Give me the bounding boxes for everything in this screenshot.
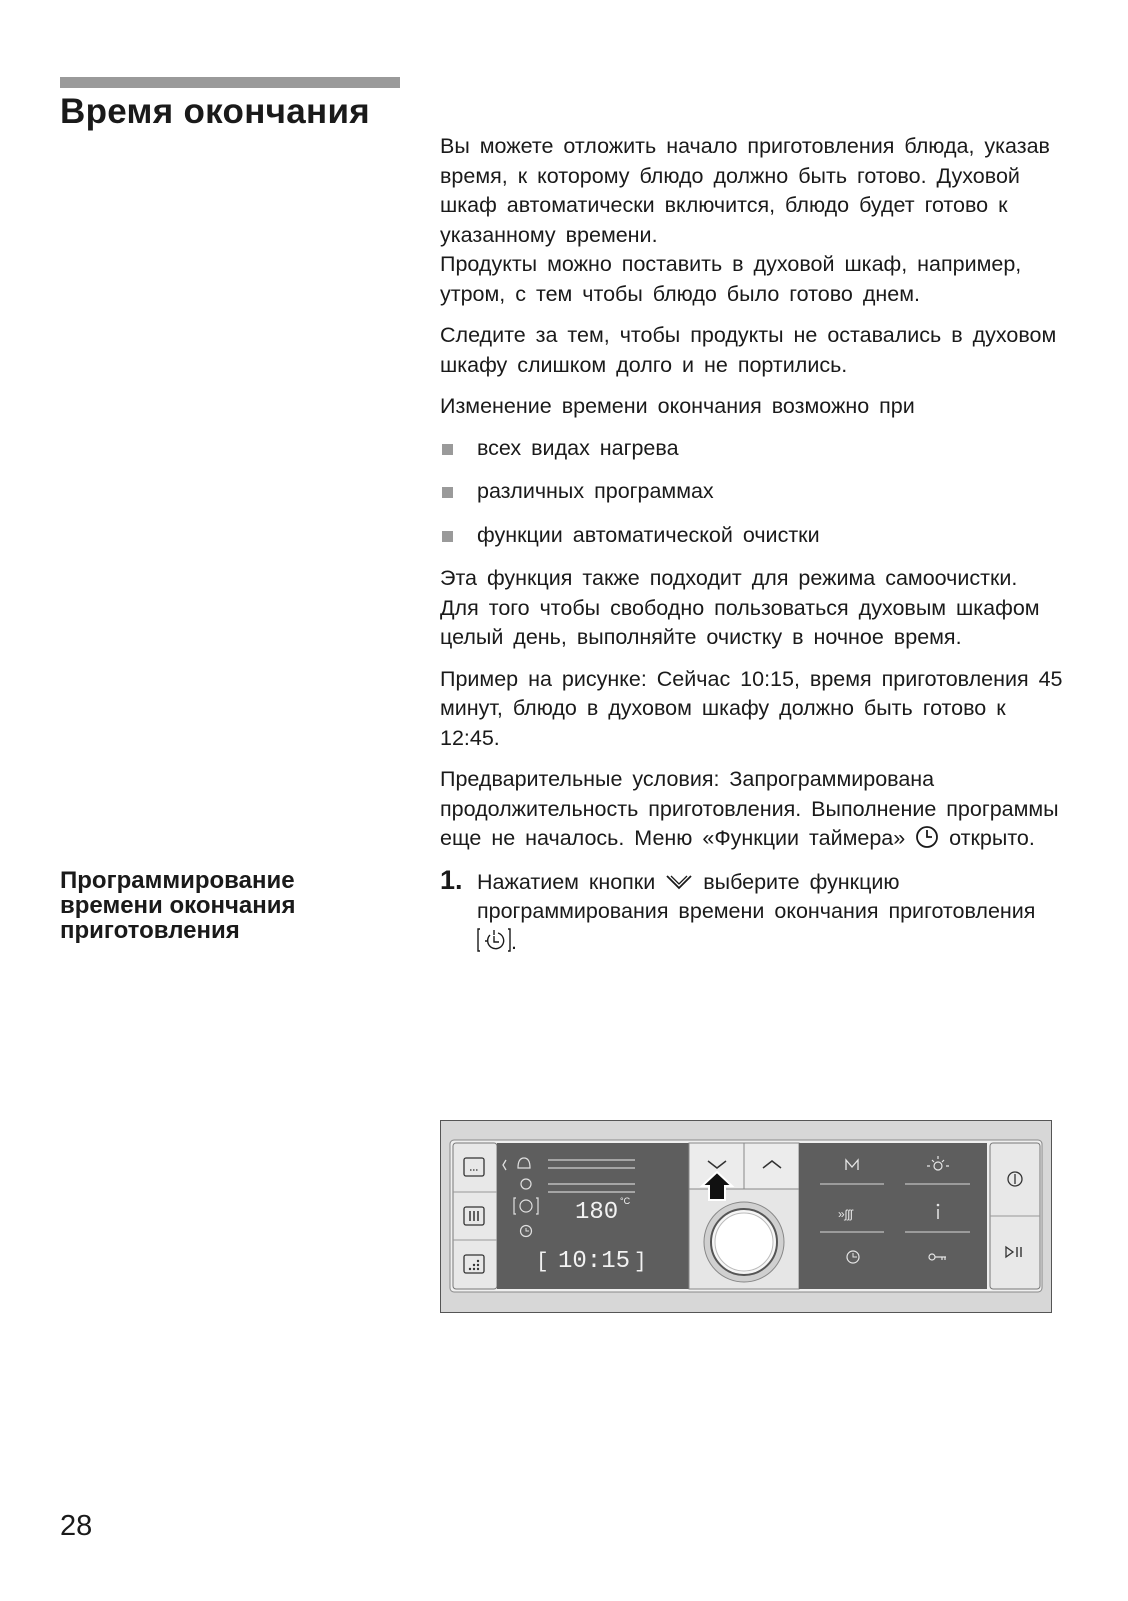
prerequisites-text: Предварительные условия: Запрограммирована продолжительность приготовления. Выполнение программы еще не началось. Меню «Функции таймера» <box>440 767 1059 850</box>
end-time-icon <box>477 927 511 953</box>
step-text: Нажатием кнопки <box>477 869 656 894</box>
list-item <box>440 434 1065 464</box>
svg-text:]: ] <box>634 1251 647 1274</box>
chevron-up-button[interactable] <box>744 1143 799 1189</box>
section-heading-line: Программирование <box>60 867 295 894</box>
paragraph: Изменение времени окончания возможно при <box>440 394 915 418</box>
bullet-icon <box>442 444 453 455</box>
section-heading <box>60 868 400 943</box>
title-rule <box>60 77 400 88</box>
step-text: выберите функцию программирования времени окончания приготовления <box>477 869 1036 923</box>
dial-knob[interactable] <box>704 1202 784 1282</box>
paragraph: Следите за тем, чтобы продукты не оставались в духовом шкафу слишком долго и не портились. <box>440 323 1057 377</box>
prerequisites-text-end: открыто. <box>949 826 1035 850</box>
list-item <box>440 477 1065 507</box>
list-item-text: всех видах нагрева <box>477 435 679 460</box>
bullet-list <box>440 434 1065 551</box>
body-text <box>440 132 1065 957</box>
bullet-icon <box>442 487 453 498</box>
display <box>497 1143 689 1289</box>
chevron-down-icon <box>665 873 693 893</box>
paragraph: Продукты можно поставить в духовой шкаф, например, утром, с тем чтобы блюдо было готово днем. <box>440 252 1022 306</box>
function-panel <box>799 1143 987 1289</box>
paragraph: Пример на рисунке: Сейчас 10:15, время приготовления 45 минут, блюдо в духовом шкафу должно быть готово к 12:45. <box>440 666 1063 750</box>
right-buttons <box>990 1143 1040 1289</box>
clock-icon <box>915 825 939 849</box>
step-number: 1. <box>440 864 463 895</box>
svg-text:[: [ <box>536 1251 549 1274</box>
list-item-text: различных программах <box>477 479 714 503</box>
temperature-readout: 180 <box>575 1199 619 1226</box>
step-text-end: . <box>511 929 517 954</box>
bullet-icon <box>442 531 453 542</box>
control-panel-illustration <box>440 1120 1052 1313</box>
nav-area <box>689 1143 799 1289</box>
rapid-heat-icon[interactable]: »ʃʃʃ <box>838 1207 853 1221</box>
left-buttons <box>453 1143 497 1289</box>
paragraph: Вы можете отложить начало приготовления блюда, указав время, к которому блюдо должно быть готово. Духовой шкаф автоматически включится, блюдо будет готово к указанному времени. <box>440 134 1050 247</box>
section-heading-line: времени окончания <box>60 892 296 919</box>
list-item <box>440 521 1065 551</box>
page-number: 28 <box>60 1510 93 1542</box>
paragraph: Эта функция также подходит для режима самоочистки. Для того чтобы свободно пользоваться духовым шкафом целый день, выполняйте очистку в ночное время. <box>440 566 1040 649</box>
control-panel <box>440 1120 1052 1313</box>
section-heading-line: приготовления <box>60 917 240 944</box>
page-title: Время окончания <box>60 92 371 131</box>
step-1 <box>440 864 1065 958</box>
temperature-unit: °C <box>620 1196 631 1206</box>
time-readout: 10:15 <box>558 1248 631 1275</box>
list-item-text: функции автоматической очистки <box>477 522 820 547</box>
paragraph <box>440 765 1065 854</box>
